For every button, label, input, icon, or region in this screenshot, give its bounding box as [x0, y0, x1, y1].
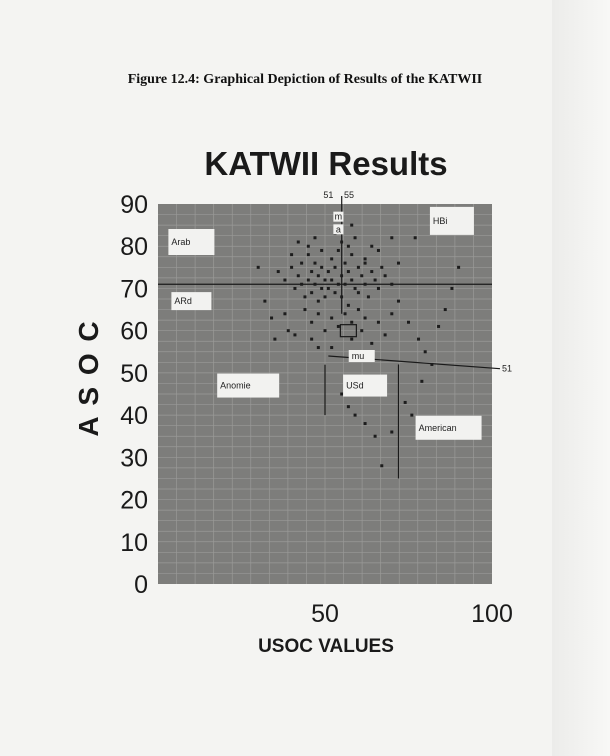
data-point — [347, 270, 350, 273]
data-point — [384, 333, 387, 336]
data-point — [313, 262, 316, 265]
data-point — [354, 414, 357, 417]
y-tick-label: 0 — [134, 571, 148, 599]
data-point — [297, 274, 300, 277]
data-point — [317, 346, 320, 349]
data-point — [317, 274, 320, 277]
data-point — [390, 236, 393, 239]
data-point — [303, 295, 306, 298]
data-point — [404, 401, 407, 404]
data-point — [307, 245, 310, 248]
data-point — [360, 329, 363, 332]
data-point — [337, 325, 340, 328]
figure-caption: Figure 12.4: Graphical Depiction of Results of the KATWII — [127, 72, 483, 87]
y-tick-label: 30 — [120, 444, 148, 473]
data-point — [397, 262, 400, 265]
data-point — [324, 295, 327, 298]
data-point — [350, 253, 353, 256]
data-point — [344, 262, 347, 265]
label-mu: mu — [351, 351, 365, 361]
data-point — [283, 312, 286, 315]
data-point — [300, 283, 303, 286]
label-arab: Arab — [171, 237, 191, 247]
data-point — [320, 266, 323, 269]
data-point — [377, 287, 380, 290]
data-point — [354, 287, 357, 290]
data-point — [277, 270, 280, 273]
data-point — [307, 279, 310, 282]
data-point — [364, 422, 367, 425]
data-point — [334, 266, 337, 269]
data-point — [303, 308, 306, 311]
data-point — [283, 279, 286, 282]
data-point — [320, 287, 323, 290]
data-point — [344, 283, 347, 286]
data-point — [307, 253, 310, 256]
data-point — [437, 325, 440, 328]
data-point — [350, 321, 353, 324]
data-point — [377, 249, 380, 252]
data-point — [430, 363, 433, 366]
data-point — [424, 350, 427, 353]
data-point — [410, 414, 413, 417]
data-point — [330, 317, 333, 320]
data-point — [340, 241, 343, 244]
data-point — [310, 321, 313, 324]
label-usd: USd — [346, 380, 364, 391]
ref-label-top-51: 51 — [323, 190, 334, 200]
data-point — [340, 393, 343, 396]
data-point — [293, 287, 296, 290]
ref-label-right-51: 51 — [502, 363, 513, 374]
y-tick-label: 50 — [120, 359, 148, 388]
data-point — [290, 266, 293, 269]
y-tick-label: 70 — [120, 275, 148, 304]
data-point — [390, 312, 393, 315]
data-point — [420, 380, 423, 383]
chart-title: KATWII Results — [204, 145, 448, 182]
data-point — [370, 245, 373, 248]
data-point — [360, 274, 363, 277]
y-tick-label: 40 — [120, 402, 148, 431]
data-point — [337, 249, 340, 252]
data-point — [380, 464, 383, 467]
data-point — [350, 279, 353, 282]
data-point — [293, 333, 296, 336]
data-point — [257, 266, 260, 269]
y-tick-label: 80 — [120, 233, 148, 262]
data-point — [317, 312, 320, 315]
data-point — [317, 300, 320, 303]
data-point — [287, 329, 290, 332]
data-point — [340, 274, 343, 277]
data-point — [330, 279, 333, 282]
data-point — [357, 308, 360, 311]
data-point — [417, 338, 420, 341]
data-point — [327, 270, 330, 273]
data-point — [324, 329, 327, 332]
data-point — [310, 270, 313, 273]
data-point — [444, 308, 447, 311]
label-ard: ARd — [174, 296, 192, 307]
data-point — [450, 287, 453, 290]
data-point — [340, 295, 343, 298]
data-point — [300, 262, 303, 265]
data-point — [370, 342, 373, 345]
data-point — [347, 245, 350, 248]
data-point — [297, 241, 300, 244]
data-point — [337, 283, 340, 286]
data-point — [347, 304, 350, 307]
label-anomie: Anomie — [220, 380, 251, 391]
y-tick-label: 60 — [120, 317, 148, 346]
data-point — [320, 249, 323, 252]
data-point — [364, 283, 367, 286]
label-hbi: HBi — [432, 215, 448, 226]
data-point — [384, 274, 387, 277]
ref-label-top-55: 55 — [344, 190, 355, 200]
data-point — [350, 338, 353, 341]
data-point — [354, 236, 357, 239]
data-point — [357, 266, 360, 269]
data-point — [364, 262, 367, 265]
data-point — [390, 431, 393, 434]
data-point — [350, 224, 353, 227]
data-point — [374, 279, 377, 282]
data-point — [270, 317, 273, 320]
x-axis-label: USOC VALUES — [258, 636, 394, 657]
data-point — [344, 312, 347, 315]
data-point — [313, 283, 316, 286]
data-point — [380, 266, 383, 269]
data-point — [414, 236, 417, 239]
data-point — [367, 295, 370, 298]
data-point — [273, 338, 276, 341]
data-point — [377, 321, 380, 324]
data-point — [330, 257, 333, 260]
data-point — [364, 257, 367, 260]
label-american: American — [418, 422, 457, 433]
data-point — [457, 266, 460, 269]
data-point — [330, 346, 333, 349]
data-point — [374, 435, 377, 438]
data-point — [324, 279, 327, 282]
data-point — [407, 321, 410, 324]
data-point — [364, 317, 367, 320]
y-tick-label: 90 — [120, 191, 148, 219]
y-tick-label: 10 — [120, 528, 148, 557]
data-point — [327, 287, 330, 290]
data-point — [334, 291, 337, 294]
label-a: a — [335, 224, 341, 235]
data-point — [313, 236, 316, 239]
data-point — [310, 291, 313, 294]
label-m: m — [334, 211, 343, 222]
data-point — [310, 338, 313, 341]
data-point — [347, 405, 350, 408]
data-point — [263, 300, 266, 303]
x-tick-label: 50 — [311, 600, 339, 628]
y-axis-label: A S O C — [73, 319, 104, 437]
x-tick-label: 100 — [471, 600, 513, 628]
data-point — [357, 291, 360, 294]
y-tick-label: 20 — [120, 486, 148, 515]
data-point — [390, 283, 393, 286]
data-point — [397, 300, 400, 303]
data-point — [370, 270, 373, 273]
data-point — [290, 253, 293, 256]
